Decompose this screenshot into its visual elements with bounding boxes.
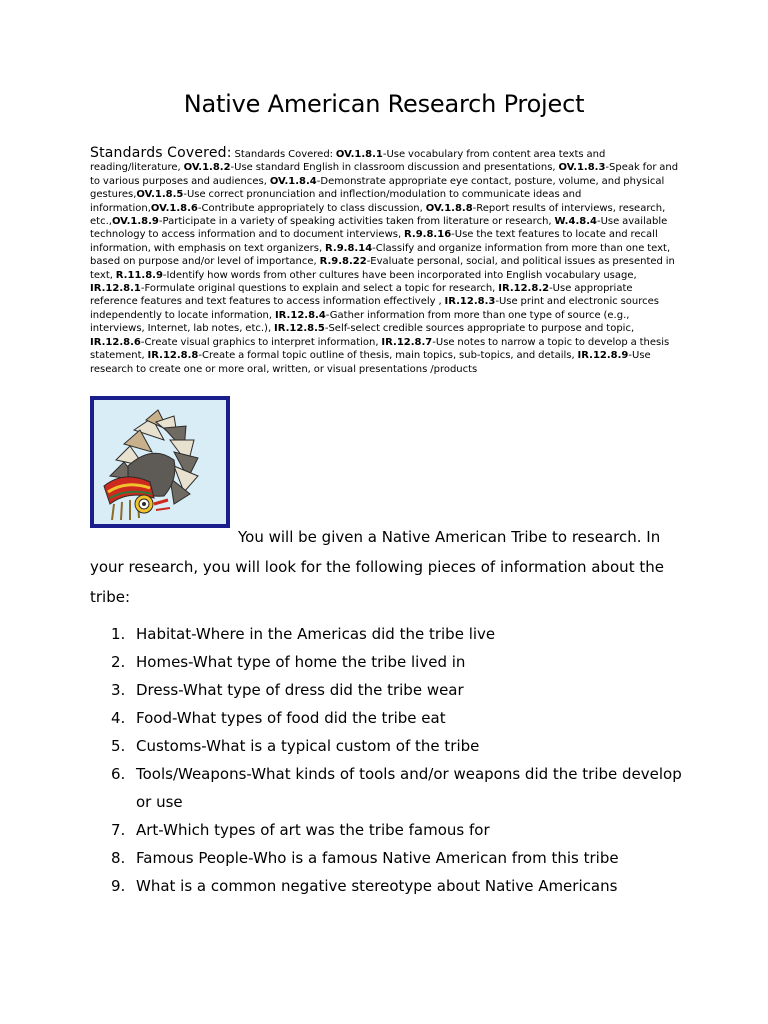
standard-code: OV.1.8.1 — [335, 149, 383, 160]
standard-description: -Use print and electronic sources independently to locate information, — [90, 296, 660, 321]
standard-description: -Contribute appropriately to class discussion, — [197, 202, 426, 214]
list-item-text: Tools/Weapons-What kinds of tools and/or weapons did the tribe develop or use — [136, 765, 682, 811]
standard-code: IR.12.8.2 — [498, 283, 550, 295]
standard-description: -Self-select credible sources appropriate to purpose and topic, — [324, 323, 635, 335]
list-item — [90, 844, 690, 872]
list-item — [90, 816, 690, 844]
list-item-number: 8. — [111, 849, 126, 867]
intro-paragraph — [90, 522, 690, 612]
headdress-icon — [94, 400, 226, 524]
standard-description: -Use vocabulary from content area texts and reading/literature, — [90, 149, 606, 174]
list-item-text: Dress-What type of dress did the tribe wear — [136, 681, 464, 699]
list-item — [90, 872, 690, 900]
standard-code: IR.12.8.9 — [577, 350, 629, 362]
intro-line-1: You will be given a Native American Tribe to — [238, 528, 568, 546]
standards-text — [90, 149, 678, 375]
list-item — [90, 732, 690, 760]
document-title: Native American Research Project — [183, 90, 585, 118]
standard-description: -Create a formal topic outline of thesis, main topics, sub-topics, and details, — [198, 350, 578, 362]
standard-description: -Use available technology to access information and to document interviews, — [90, 216, 668, 241]
headdress-image — [90, 396, 230, 528]
standard-code: OV.1.8.8 — [425, 202, 473, 214]
standard-code: IR.12.8.3 — [444, 296, 496, 308]
list-item-text: Homes-What type of home the tribe lived in — [136, 653, 466, 671]
standard-description: -Evaluate personal, social, and political issues as presented in text, — [90, 256, 675, 281]
standard-description: -Demonstrate appropriate eye contact, posture, volume, and physical gestures, — [90, 175, 665, 201]
list-item-text: What is a common negative stereotype about Native Americans — [136, 877, 618, 895]
list-item-text: Famous People-Who is a famous Native American from this tribe — [136, 849, 619, 867]
standard-code: OV.1.8.9 — [111, 216, 159, 228]
standard-description: -Use appropriate reference features and text features to access information effectively , — [90, 283, 633, 308]
intro-line-rest: research. In your research, you will look for the following pieces of information about the tribe: — [90, 528, 664, 606]
standard-description: -Use research to create one or more oral, written, or visual presentations /products — [90, 350, 651, 375]
standards-label: Standards Covered: — [90, 145, 232, 161]
standard-code: IR.12.8.1 — [90, 283, 141, 295]
list-item-number: 3. — [111, 681, 126, 699]
standard-code: R.9.8.16 — [404, 229, 452, 241]
standard-description: -Formulate original questions to explain and select a topic for research, — [140, 283, 499, 295]
standard-code: OV.1.8.6 — [150, 202, 198, 214]
list-item-text: Food-What types of food did the tribe eat — [136, 709, 446, 727]
standard-description: -Use notes to narrow a topic to develop a thesis statement, — [90, 336, 670, 362]
list-item-number: 4. — [111, 709, 126, 727]
standard-description: -Use standard English in classroom discussion and presentations, — [230, 162, 559, 174]
research-items-list — [90, 620, 690, 900]
list-item — [90, 620, 690, 648]
standard-code: IR.12.8.7 — [381, 336, 433, 348]
standard-code: OV.1.8.5 — [136, 189, 184, 201]
standard-code: R.9.8.22 — [319, 256, 367, 268]
standard-code: IR.12.8.5 — [274, 323, 325, 335]
list-item — [90, 676, 690, 704]
standard-description: -Gather information from more than one type of source (e.g., interviews, Internet, lab notes, etc.), — [90, 309, 630, 335]
list-item — [90, 760, 690, 816]
list-item-text: Habitat-Where in the Americas did the tribe live — [136, 625, 496, 643]
standard-code: IR.12.8.4 — [274, 309, 326, 321]
standard-code: IR.12.8.8 — [147, 350, 199, 362]
standards-paragraph — [90, 147, 682, 376]
list-item — [90, 704, 690, 732]
standard-description: -Participate in a variety of speaking activities taken from literature or research, — [158, 216, 555, 228]
standard-code: OV.1.8.3 — [558, 162, 606, 174]
standard-description: Standards Covered: — [231, 149, 336, 160]
standard-description: -Create visual graphics to interpret information, — [140, 336, 382, 348]
list-item-text: Customs-What is a typical custom of the tribe — [136, 737, 480, 755]
list-item-number: 5. — [111, 737, 126, 755]
standard-code: R.9.8.14 — [325, 242, 373, 254]
standard-code: OV.1.8.2 — [183, 162, 231, 174]
standard-code: IR.12.8.6 — [90, 336, 141, 348]
list-item-number: 7. — [111, 821, 126, 839]
list-item — [90, 648, 690, 676]
list-item-number: 2. — [111, 653, 126, 671]
list-item-number: 6. — [111, 765, 126, 783]
standard-code: W.4.8.4 — [554, 216, 597, 228]
standard-description: -Use correct pronunciation and inflection/modulation to communicate ideas and information, — [90, 189, 582, 214]
standard-code: R.11.8.9 — [115, 269, 163, 281]
standard-description: -Report results of interviews, research, etc., — [90, 202, 666, 228]
standard-description: -Speak for and to various purposes and audiences, — [90, 162, 679, 187]
standard-description: -Identify how words from other cultures have been incorporated into English vocabulary usage, — [162, 269, 637, 281]
list-item-number: 9. — [111, 877, 126, 895]
list-item-text: Art-Which types of art was the tribe famous for — [136, 821, 490, 839]
standard-description: -Classify and organize information from more than one text, based on purpose and/or level of importance, — [90, 242, 671, 268]
standard-code: OV.1.8.4 — [269, 175, 317, 187]
standard-description: -Use the text features to locate and recall information, with emphasis on text organizers, — [90, 229, 658, 254]
list-item-number: 1. — [111, 625, 126, 643]
